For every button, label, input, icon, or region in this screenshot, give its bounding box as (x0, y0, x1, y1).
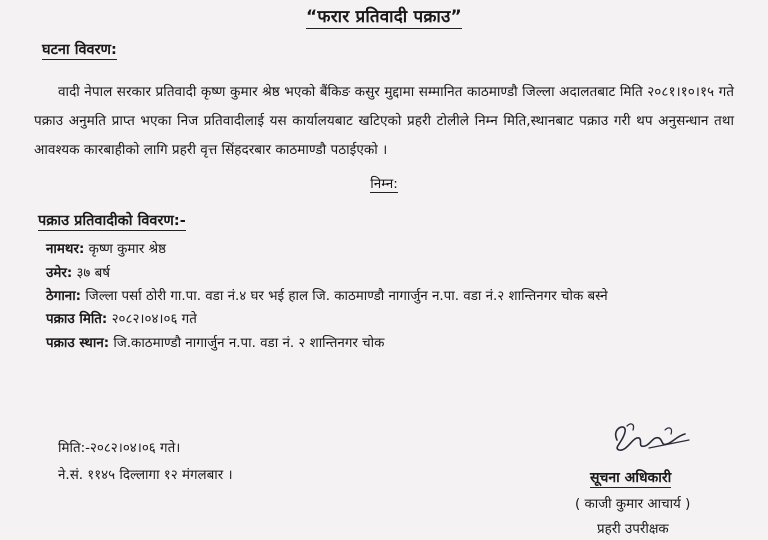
arrest-place-value: जि.काठमाण्डौ नागार्जुन न.पा. वडा नं. २ शान्तिनगर चोक (113, 336, 385, 351)
detail-row-arrest-place (46, 333, 384, 351)
signatory-title: सूचना अधिकारी (590, 470, 672, 486)
arrest-place-label: पक्राउ स्थान: (46, 336, 110, 351)
signatory-name: ( काजी कुमार आचार्य ) (575, 497, 691, 512)
detail-row-name (46, 239, 166, 257)
age-value: ३७ बर्ष (76, 266, 111, 281)
incident-paragraph: वादी नेपाल सरकार प्रतिवादी कृष्ण कुमार श्रेष्ठ भएको बैंकिङ कसुर मुद्दामा सम्मानित काठमाण्डौ जिल्ला अदालतबाट मिति २०८१।१०।१५ गते पक्राउ अनुमति प्राप्त भएका निज प्रतिवादीलाई यस कार्यालयबाट खटिएको प्रहरी टोलीले निम्न मिति,स्थानबाट पक्राउ गरी थप अनुसन्धान तथा आवश्यक कारबाहीको लागि प्रहरी वृत्त सिंहदरबार काठमाण्डौ पठाईएको । (34, 84, 734, 158)
signature-icon (605, 418, 695, 458)
accused-heading: पक्राउ प्रतिवादीको विवरण:- (38, 213, 186, 229)
arrest-date-value: २०८२।०४।०६ गते (111, 312, 197, 327)
age-label: उमेर: (46, 266, 73, 281)
arrest-date-label: पक्राउ मिति: (46, 312, 108, 327)
detail-row-age (46, 263, 110, 281)
incident-heading: घटना विवरण: (42, 42, 117, 58)
below-label-wrapper (0, 174, 768, 192)
footer-date: मिति:-२०८२।०४।०६ गते। (58, 441, 181, 456)
detail-row-arrest-date (46, 309, 197, 327)
document-title: “फरार प्रतिवादी पक्राउ” (306, 4, 462, 29)
address-label: ठेगाना: (46, 289, 82, 304)
address-value: जिल्ला पर्सा ठोरी गा.पा. वडा नं.४ घर भई हाल जि. काठमाण्डौ नागार्जुन न.पा. वडा नं.२ शान्तिनगर चोक बस्ने (85, 289, 608, 304)
name-value: कृष्ण कुमार श्रेष्ठ (88, 242, 166, 257)
signatory-post: प्रहरी उपरीक्षक (597, 522, 669, 537)
title-wrapper (0, 4, 768, 29)
below-label: निम्न: (370, 176, 398, 192)
detail-row-address (46, 286, 608, 304)
name-label: नामथर: (46, 242, 85, 257)
footer-nepal-sambat: ने.सं. ११४५ दिल्लागा १२ मंगलबार । (58, 468, 233, 483)
